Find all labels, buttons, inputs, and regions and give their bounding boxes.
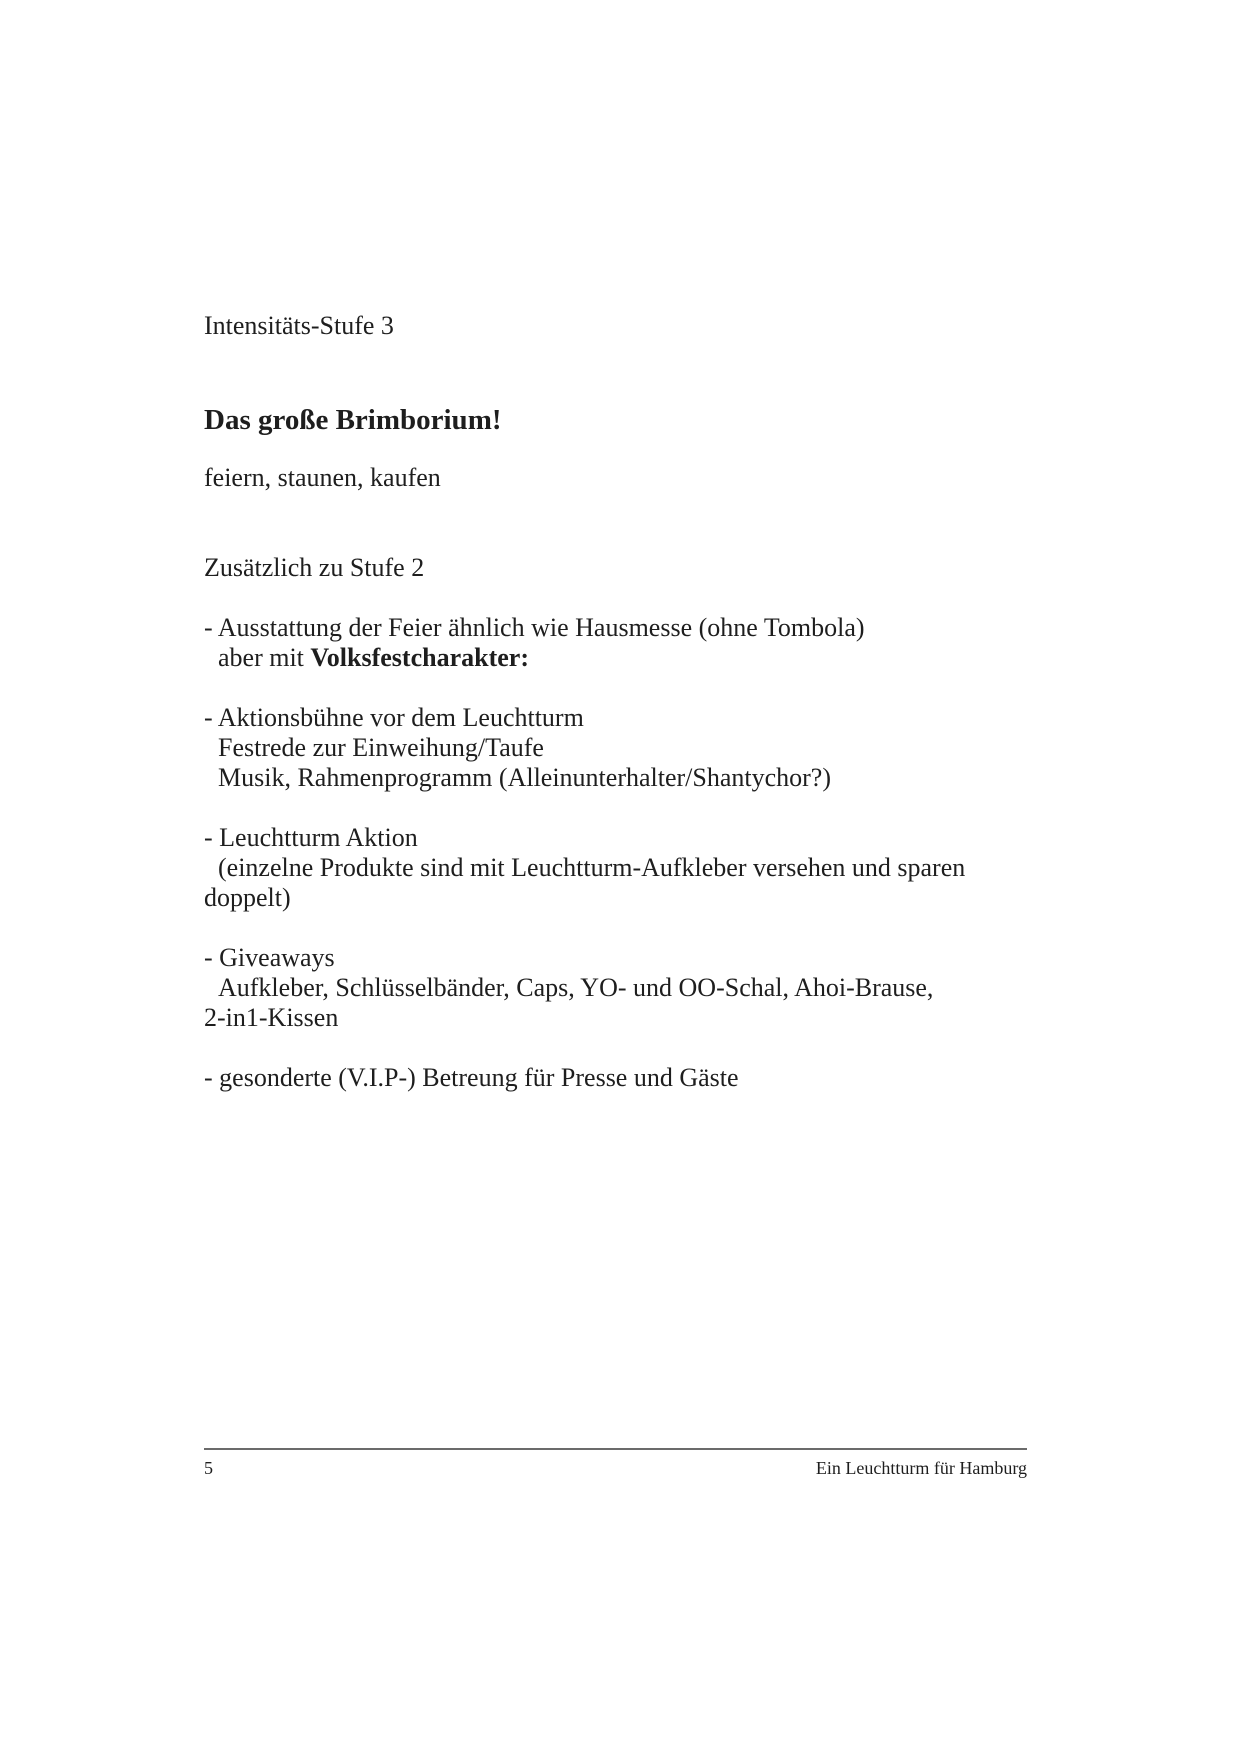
list-item-text: aber mit (218, 643, 311, 672)
list-item-line: doppelt) (204, 883, 291, 912)
list-item-line: - Leuchtturm Aktion (204, 823, 418, 852)
emphasis-text: Volksfestcharakter: (310, 643, 529, 672)
list-item (204, 943, 933, 1033)
list-item-line: Aufkleber, Schlüsselbänder, Caps, YO- und OO-Schal, Ahoi-Brause, (218, 973, 934, 1002)
page-subtitle: feiern, staunen, kaufen (204, 463, 441, 492)
intensity-level: Intensitäts-Stufe 3 (204, 311, 394, 340)
list-item-line: - Aktionsbühne vor dem Leuchtturm (204, 703, 584, 732)
list-item-line: - Giveaways (204, 943, 335, 972)
footer-document-title: Ein Leuchtturm für Hamburg (815, 1458, 1027, 1478)
list-item (204, 703, 831, 793)
intro-line: Zusätzlich zu Stufe 2 (204, 553, 425, 582)
list-item-line: Musik, Rahmenprogramm (Alleinunterhalter/Shantychor?) (218, 763, 832, 792)
list-item-line: 2-in1-Kissen (204, 1003, 339, 1032)
list-item (204, 823, 965, 913)
list-item-line: - gesonderte (V.I.P-) Betreung für Presse und Gäste (204, 1063, 739, 1092)
footer-divider (204, 1448, 1027, 1450)
list-item-line: - Ausstattung der Feier ähnlich wie Hausmesse (ohne Tombola) (204, 613, 865, 642)
list-item-line: (einzelne Produkte sind mit Leuchtturm-Aufkleber versehen und sparen (218, 853, 966, 882)
list-item-line: Festrede zur Einweihung/Taufe (218, 733, 544, 762)
page-number: 5 (204, 1458, 213, 1478)
list-item (204, 1063, 739, 1093)
page-title: Das große Brimborium! (204, 404, 502, 436)
list-item-line (204, 643, 865, 673)
list-item (204, 613, 865, 673)
